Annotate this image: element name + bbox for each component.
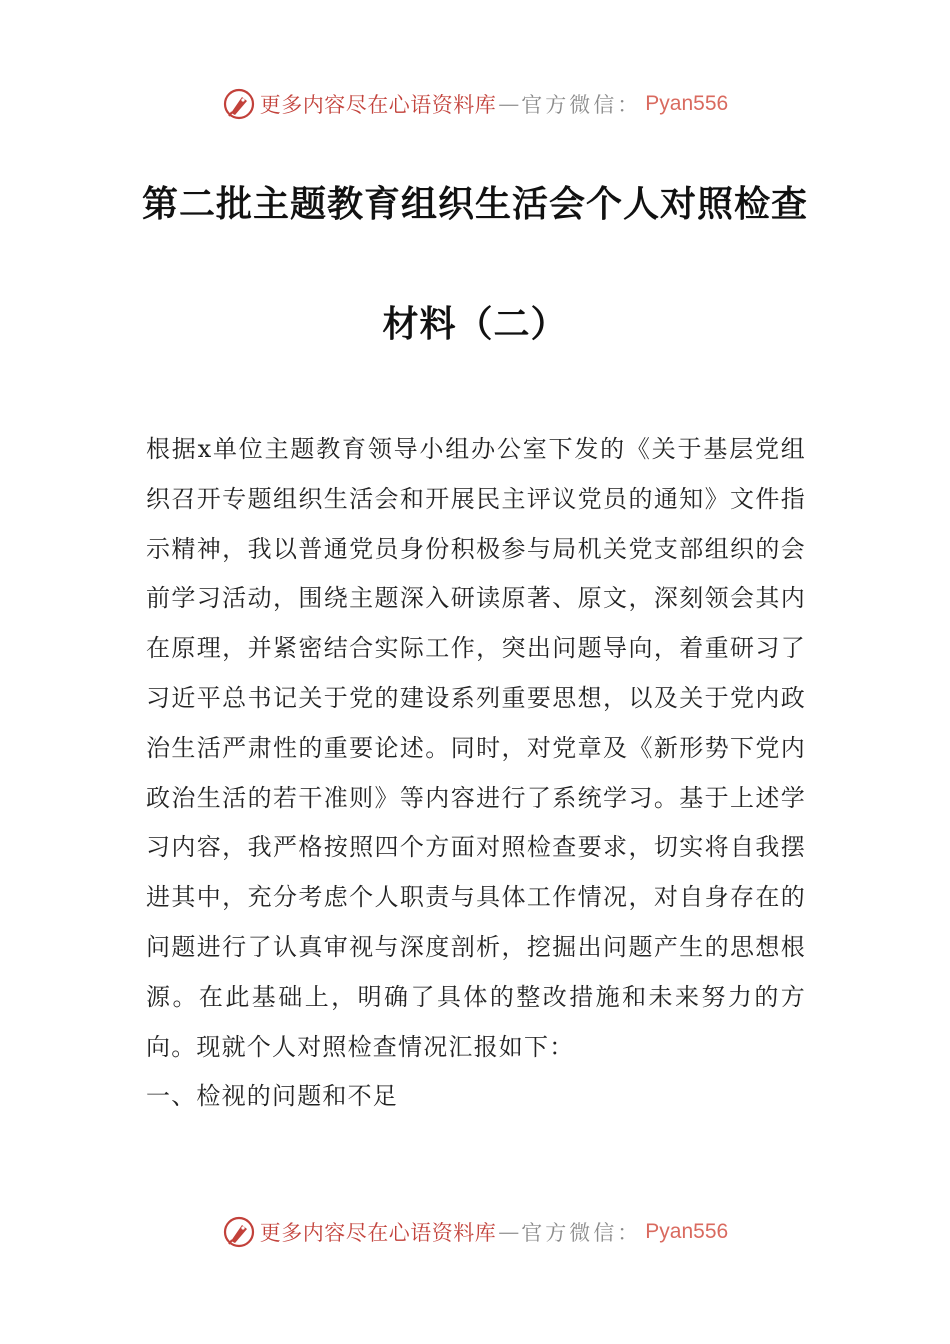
section-heading: 一、检视的问题和不足	[146, 1082, 398, 1111]
header-banner	[0, 84, 950, 124]
wechat-label: 官方微信：	[521, 93, 642, 117]
pen-nib-logo-icon	[222, 1215, 256, 1249]
document-title-line1: 第二批主题教育组织生活会个人对照检查	[141, 184, 808, 225]
banner-dash: —	[498, 1220, 520, 1244]
wechat-id: Pyan556	[645, 92, 729, 115]
pen-nib-logo-icon	[222, 87, 256, 121]
document-title-line2: 材料（二）	[382, 304, 568, 345]
body-paragraph: 根据x单位主题教育领导小组办公室下发的《关于基层党组织召开专题组织生活会和开展民主评议党员的通知》文件指示精神，我以普通党员身份积极参与局机关党支部组织的会前学习活动，围绕主题深入研读原著、原文，深刻领会其内在原理，并紧密结合实际工作，突出问题导向，着重研习了习近平总书记关于党的建设系列重要思想，以及关于党内政治生活严肃性的重要论述。同时，对党章及《新形势下党内政治生活的若干准则》等内容进行了系统学习。基于上述学习内容，我严格按照四个方面对照检查要求，切实将自我摆进其中，充分考虑个人职责与具体工作情况，对自身存在的问题进行了认真审视与深度剖析，挖掘出问题产生的思想根源。在此基础上，明确了具体的整改措施和未来努力的方向。现就个人对照检查情况汇报如下：	[146, 435, 806, 1061]
banner-text: 更多内容尽在心语资料库	[259, 93, 497, 117]
banner-dash: —	[498, 92, 520, 116]
banner-text: 更多内容尽在心语资料库	[259, 1221, 497, 1245]
document-body	[146, 425, 806, 1122]
wechat-label: 官方微信：	[521, 1221, 642, 1245]
footer-banner	[0, 1212, 950, 1252]
wechat-id: Pyan556	[645, 1220, 729, 1243]
